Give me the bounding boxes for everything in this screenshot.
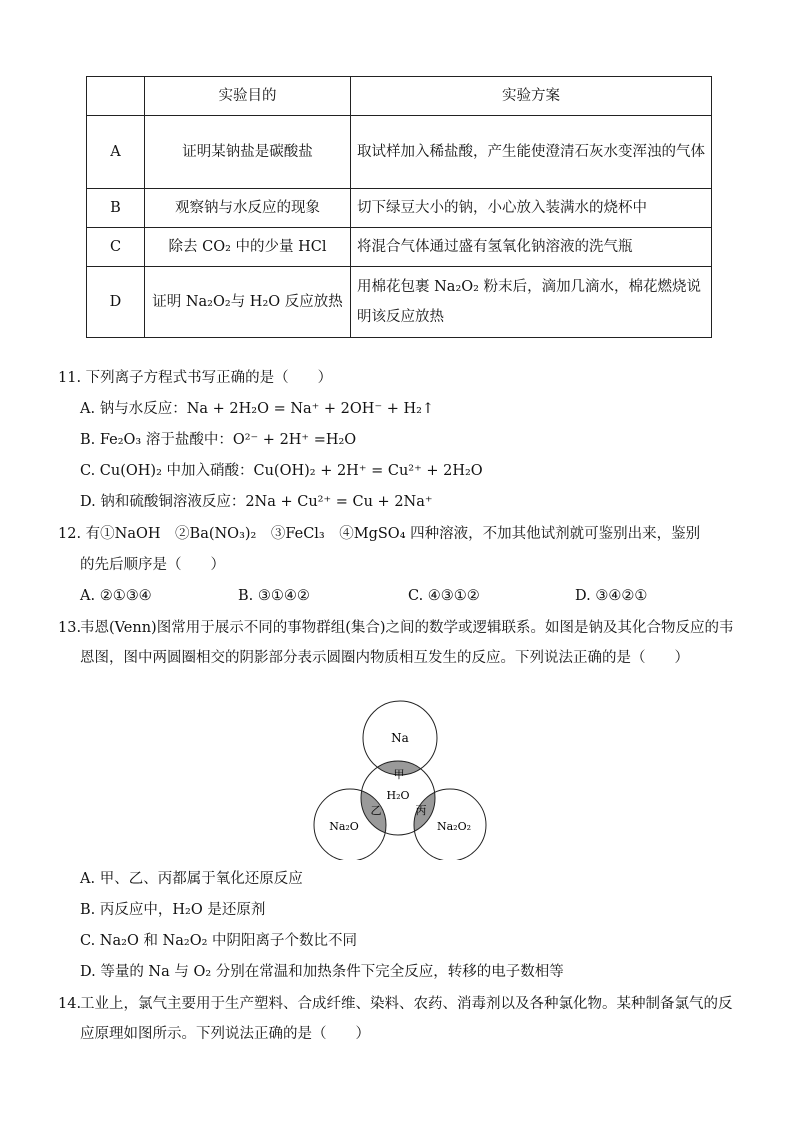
q13-option-d: D. 等量的 Na 与 O₂ 分别在常温和加热条件下完全反应，转移的电子数相等 bbox=[80, 964, 564, 980]
row-plan: 将混合气体通过盛有氢氧化钠溶液的洗气瓶 bbox=[351, 228, 712, 267]
row-purpose: 观察钠与水反应的现象 bbox=[145, 189, 351, 228]
q12-option-a: A. ②①③④ bbox=[80, 588, 152, 604]
row-label: A bbox=[87, 116, 145, 189]
q13-stem: 韦恩(Venn)图常用于展示不同的事物群组(集合)之间的数学或逻辑联系。如图是钠及其化合物反应的韦恩图，图中两圆圈相交的阴影部分表示圆圈内物质相互发生的反应。下列说法正确的是（ ） bbox=[80, 620, 734, 666]
row-label: D bbox=[87, 267, 145, 338]
label-na: Na bbox=[391, 731, 409, 745]
q13-number: 13. bbox=[58, 620, 82, 636]
q12-stem-line2: 的先后顺序是（ ） bbox=[80, 557, 225, 573]
table-row bbox=[87, 189, 712, 228]
label-yi: 乙 bbox=[370, 804, 382, 817]
experiment-table bbox=[86, 76, 712, 338]
table-header-blank bbox=[87, 77, 145, 116]
q13-option-b: B. 丙反应中，H₂O 是还原剂 bbox=[80, 902, 266, 918]
label-bing: 丙 bbox=[415, 804, 427, 817]
q11-option-d: D. 钠和硫酸铜溶液反应：2Na + Cu²⁺ = Cu + 2Na⁺ bbox=[80, 494, 433, 510]
q13-option-c: C. Na₂O 和 Na₂O₂ 中阴阳离子个数比不同 bbox=[80, 933, 357, 949]
row-plan: 切下绿豆大小的钠，小心放入装满水的烧杯中 bbox=[351, 189, 712, 228]
table-header-plan: 实验方案 bbox=[351, 77, 712, 116]
row-label: B bbox=[87, 189, 145, 228]
q12-option-d: D. ③④②① bbox=[575, 588, 648, 604]
q11-option-a: A. 钠与水反应：Na + 2H₂O = Na⁺ + 2OH⁻ + H₂↑ bbox=[80, 401, 435, 417]
venn-diagram bbox=[300, 700, 500, 860]
q12-stem-line1: 12. 有①NaOH ②Ba(NO₃)₂ ③FeCl₃ ④MgSO₄ 四种溶液，不加其他试剂就可鉴别出来，鉴别 bbox=[58, 526, 701, 542]
q12-option-c: C. ④③①② bbox=[408, 588, 480, 604]
row-purpose: 证明某钠盐是碳酸盐 bbox=[145, 116, 351, 189]
row-purpose: 证明 Na₂O₂与 H₂O 反应放热 bbox=[145, 267, 351, 338]
q11-stem: 11. 下列离子方程式书写正确的是（ ） bbox=[58, 370, 333, 386]
q14-stem: 工业上，氯气主要用于生产塑料、合成纤维、染料、农药、消毒剂以及各种氯化物。某种制备氯气的反应原理如图所示。下列说法正确的是（ ） bbox=[80, 996, 733, 1042]
label-na2o: Na₂O bbox=[329, 820, 359, 833]
row-label: C bbox=[87, 228, 145, 267]
table-row bbox=[87, 228, 712, 267]
q11-option-c: C. Cu(OH)₂ 中加入硝酸：Cu(OH)₂ + 2H⁺ = Cu²⁺ + 2H₂O bbox=[80, 463, 483, 479]
table-header-row bbox=[87, 77, 712, 116]
q13-option-a: A. 甲、乙、丙都属于氧化还原反应 bbox=[80, 871, 303, 887]
row-plan: 取试样加入稀盐酸，产生能使澄清石灰水变浑浊的气体 bbox=[351, 116, 712, 189]
table-row bbox=[87, 267, 712, 338]
label-water: H₂O bbox=[386, 789, 410, 802]
label-na2o2: Na₂O₂ bbox=[436, 820, 472, 833]
q11-option-b: B. Fe₂O₃ 溶于盐酸中：O²⁻ + 2H⁺ =H₂O bbox=[80, 432, 357, 448]
table-row bbox=[87, 116, 712, 189]
q14-number: 14. bbox=[58, 996, 82, 1012]
table-header-purpose: 实验目的 bbox=[145, 77, 351, 116]
label-jia: 甲 bbox=[393, 768, 405, 781]
q12-option-b: B. ③①④② bbox=[238, 588, 310, 604]
row-purpose: 除去 CO₂ 中的少量 HCl bbox=[145, 228, 351, 267]
row-plan: 用棉花包裹 Na₂O₂ 粉末后，滴加几滴水，棉花燃烧说明该反应放热 bbox=[351, 267, 712, 338]
